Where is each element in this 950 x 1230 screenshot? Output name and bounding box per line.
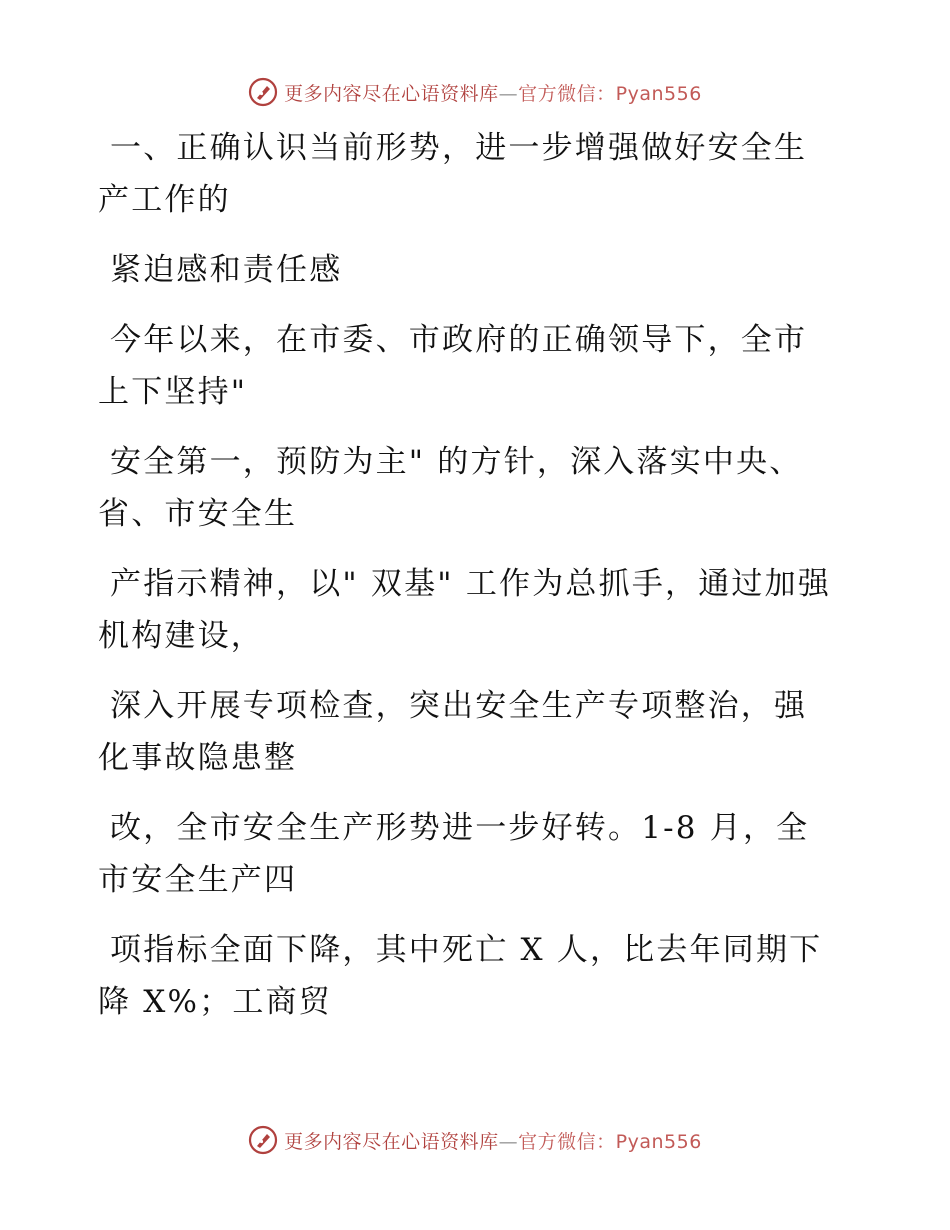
paragraph-8: 项指标全面下降，其中死亡 X 人，比去年同期下降 X%；工商贸 — [98, 932, 823, 1020]
watermark-site-text: 更多内容尽在心语资料库 — [284, 82, 499, 105]
paragraph-4: 安全第一，预防为主" 的方针，深入落实中央、省、市安全生 — [98, 444, 803, 532]
header-watermark — [0, 72, 950, 112]
watermark-separator: — — [498, 1130, 519, 1153]
watermark-text — [284, 79, 702, 106]
watermark-wechat-text: 官方微信：Pyan556 — [518, 82, 702, 105]
paragraph-7: 改，全市安全生产形势进一步好转。1-8 月，全市安全生产四 — [98, 810, 810, 898]
paragraph-2: 紧迫感和责任感 — [110, 252, 343, 288]
pen-nib-logo-icon — [248, 1125, 278, 1155]
paragraph-3: 今年以来，在市委、市政府的正确领导下，全市上下坚持" — [98, 322, 808, 410]
document-body — [98, 122, 838, 1046]
watermark-site-text: 更多内容尽在心语资料库 — [284, 1130, 499, 1153]
paragraph-6: 深入开展专项检查，突出安全生产专项整治，强化事故隐患整 — [98, 688, 808, 776]
pen-nib-logo-icon — [248, 77, 278, 107]
footer-watermark — [0, 1120, 950, 1160]
watermark-wechat-text: 官方微信：Pyan556 — [518, 1130, 702, 1153]
paragraph-1: 一、正确认识当前形势，进一步增强做好安全生产工作的 — [98, 130, 808, 218]
watermark-separator: — — [498, 82, 519, 105]
paragraph-5: 产指示精神，以" 双基" 工作为总抓手，通过加强机构建设， — [98, 566, 832, 654]
watermark-text — [284, 1127, 702, 1154]
